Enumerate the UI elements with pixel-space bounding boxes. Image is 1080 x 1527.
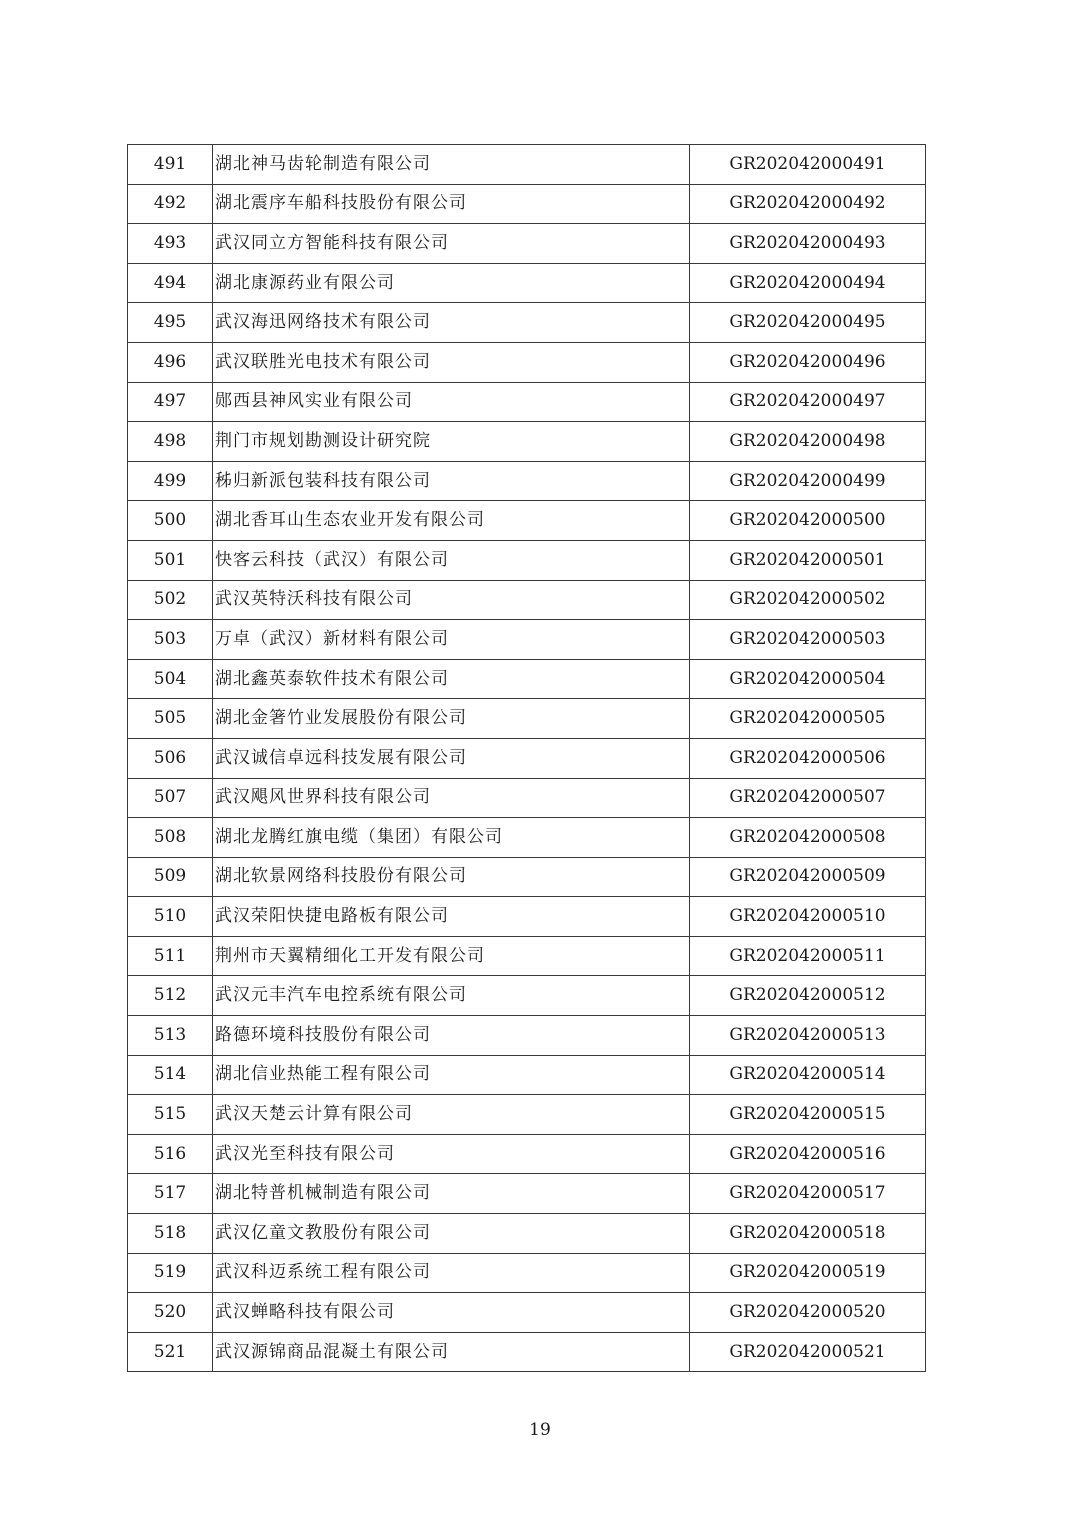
row-number: 508	[128, 818, 213, 858]
company-name: 武汉诚信卓远科技发展有限公司	[213, 738, 690, 778]
table-row	[128, 1095, 926, 1135]
certificate-number: GR202042000516	[690, 1134, 926, 1174]
table-row	[128, 1016, 926, 1056]
company-name: 湖北特普机械制造有限公司	[213, 1174, 690, 1214]
certificate-table	[127, 144, 926, 1372]
company-name: 武汉联胜光电技术有限公司	[213, 342, 690, 382]
certificate-number: GR202042000501	[690, 540, 926, 580]
row-number: 496	[128, 342, 213, 382]
row-number: 513	[128, 1016, 213, 1056]
company-name: 湖北康源药业有限公司	[213, 263, 690, 303]
certificate-number: GR202042000505	[690, 699, 926, 739]
company-name: 武汉源锦商品混凝土有限公司	[213, 1332, 690, 1372]
table-row	[128, 1055, 926, 1095]
certificate-number: GR202042000491	[690, 145, 926, 185]
row-number: 507	[128, 778, 213, 818]
company-name: 快客云科技（武汉）有限公司	[213, 540, 690, 580]
table-row	[128, 224, 926, 264]
row-number: 517	[128, 1174, 213, 1214]
row-number: 512	[128, 976, 213, 1016]
company-name: 秭归新派包装科技有限公司	[213, 461, 690, 501]
table-row	[128, 382, 926, 422]
table-row	[128, 738, 926, 778]
company-name: 荆州市天翼精细化工开发有限公司	[213, 936, 690, 976]
table-row	[128, 1174, 926, 1214]
page-number: 19	[529, 1420, 551, 1440]
certificate-number: GR202042000500	[690, 501, 926, 541]
company-name: 湖北香耳山生态农业开发有限公司	[213, 501, 690, 541]
row-number: 521	[128, 1332, 213, 1372]
row-number: 511	[128, 936, 213, 976]
company-name: 武汉英特沃科技有限公司	[213, 580, 690, 620]
company-name: 湖北信业热能工程有限公司	[213, 1055, 690, 1095]
table-row	[128, 461, 926, 501]
table-row	[128, 501, 926, 541]
table-body	[128, 145, 926, 1372]
certificate-number: GR202042000517	[690, 1174, 926, 1214]
certificate-number: GR202042000495	[690, 303, 926, 343]
certificate-number: GR202042000499	[690, 461, 926, 501]
company-name: 荆门市规划勘测设计研究院	[213, 422, 690, 462]
certificate-number: GR202042000515	[690, 1095, 926, 1135]
certificate-number: GR202042000513	[690, 1016, 926, 1056]
company-name: 武汉天楚云计算有限公司	[213, 1095, 690, 1135]
table-row	[128, 897, 926, 937]
company-name: 武汉光至科技有限公司	[213, 1134, 690, 1174]
table-row	[128, 1134, 926, 1174]
certificate-number: GR202042000494	[690, 263, 926, 303]
certificate-number: GR202042000508	[690, 818, 926, 858]
certificate-number: GR202042000498	[690, 422, 926, 462]
table-row	[128, 1253, 926, 1293]
table-row	[128, 778, 926, 818]
table-row	[128, 857, 926, 897]
certificate-number: GR202042000507	[690, 778, 926, 818]
row-number: 498	[128, 422, 213, 462]
row-number: 506	[128, 738, 213, 778]
row-number: 502	[128, 580, 213, 620]
row-number: 491	[128, 145, 213, 185]
certificate-number: GR202042000521	[690, 1332, 926, 1372]
table-row	[128, 818, 926, 858]
company-name: 武汉科迈系统工程有限公司	[213, 1253, 690, 1293]
table-row	[128, 1293, 926, 1333]
company-name: 湖北金箸竹业发展股份有限公司	[213, 699, 690, 739]
table-row	[128, 145, 926, 185]
table-row	[128, 422, 926, 462]
company-name: 武汉飓风世界科技有限公司	[213, 778, 690, 818]
certificate-number: GR202042000511	[690, 936, 926, 976]
company-name: 武汉荣阳快捷电路板有限公司	[213, 897, 690, 937]
table-row	[128, 936, 926, 976]
company-name: 湖北软景网络科技股份有限公司	[213, 857, 690, 897]
table-row	[128, 342, 926, 382]
row-number: 499	[128, 461, 213, 501]
certificate-number: GR202042000512	[690, 976, 926, 1016]
row-number: 510	[128, 897, 213, 937]
row-number: 497	[128, 382, 213, 422]
row-number: 503	[128, 620, 213, 660]
row-number: 492	[128, 184, 213, 224]
certificate-number: GR202042000497	[690, 382, 926, 422]
table-row	[128, 263, 926, 303]
table-row	[128, 1332, 926, 1372]
table-row	[128, 580, 926, 620]
table-row	[128, 303, 926, 343]
company-name: 武汉海迅网络技术有限公司	[213, 303, 690, 343]
table-row	[128, 620, 926, 660]
table-row	[128, 540, 926, 580]
row-number: 505	[128, 699, 213, 739]
certificate-number: GR202042000504	[690, 659, 926, 699]
row-number: 516	[128, 1134, 213, 1174]
table-row	[128, 976, 926, 1016]
certificate-number: GR202042000503	[690, 620, 926, 660]
row-number: 500	[128, 501, 213, 541]
certificate-number: GR202042000493	[690, 224, 926, 264]
certificate-number: GR202042000520	[690, 1293, 926, 1333]
company-name: 武汉同立方智能科技有限公司	[213, 224, 690, 264]
row-number: 504	[128, 659, 213, 699]
company-name: 路德环境科技股份有限公司	[213, 1016, 690, 1056]
row-number: 509	[128, 857, 213, 897]
row-number: 493	[128, 224, 213, 264]
company-name: 湖北震序车船科技股份有限公司	[213, 184, 690, 224]
table-row	[128, 184, 926, 224]
certificate-number: GR202042000506	[690, 738, 926, 778]
certificate-number: GR202042000496	[690, 342, 926, 382]
row-number: 495	[128, 303, 213, 343]
table-row	[128, 659, 926, 699]
company-name: 武汉蝉略科技有限公司	[213, 1293, 690, 1333]
company-name: 郧西县神风实业有限公司	[213, 382, 690, 422]
company-name: 湖北鑫英泰软件技术有限公司	[213, 659, 690, 699]
certificate-number: GR202042000492	[690, 184, 926, 224]
certificate-number: GR202042000502	[690, 580, 926, 620]
company-name: 万卓（武汉）新材料有限公司	[213, 620, 690, 660]
company-name: 武汉亿童文教股份有限公司	[213, 1214, 690, 1254]
row-number: 520	[128, 1293, 213, 1333]
certificate-number: GR202042000510	[690, 897, 926, 937]
row-number: 514	[128, 1055, 213, 1095]
certificate-number: GR202042000518	[690, 1214, 926, 1254]
row-number: 519	[128, 1253, 213, 1293]
certificate-number: GR202042000519	[690, 1253, 926, 1293]
row-number: 494	[128, 263, 213, 303]
table-row	[128, 1214, 926, 1254]
company-name: 湖北神马齿轮制造有限公司	[213, 145, 690, 185]
certificate-number: GR202042000509	[690, 857, 926, 897]
certificate-number: GR202042000514	[690, 1055, 926, 1095]
row-number: 518	[128, 1214, 213, 1254]
row-number: 501	[128, 540, 213, 580]
row-number: 515	[128, 1095, 213, 1135]
company-name: 湖北龙腾红旗电缆（集团）有限公司	[213, 818, 690, 858]
company-name: 武汉元丰汽车电控系统有限公司	[213, 976, 690, 1016]
table-row	[128, 699, 926, 739]
